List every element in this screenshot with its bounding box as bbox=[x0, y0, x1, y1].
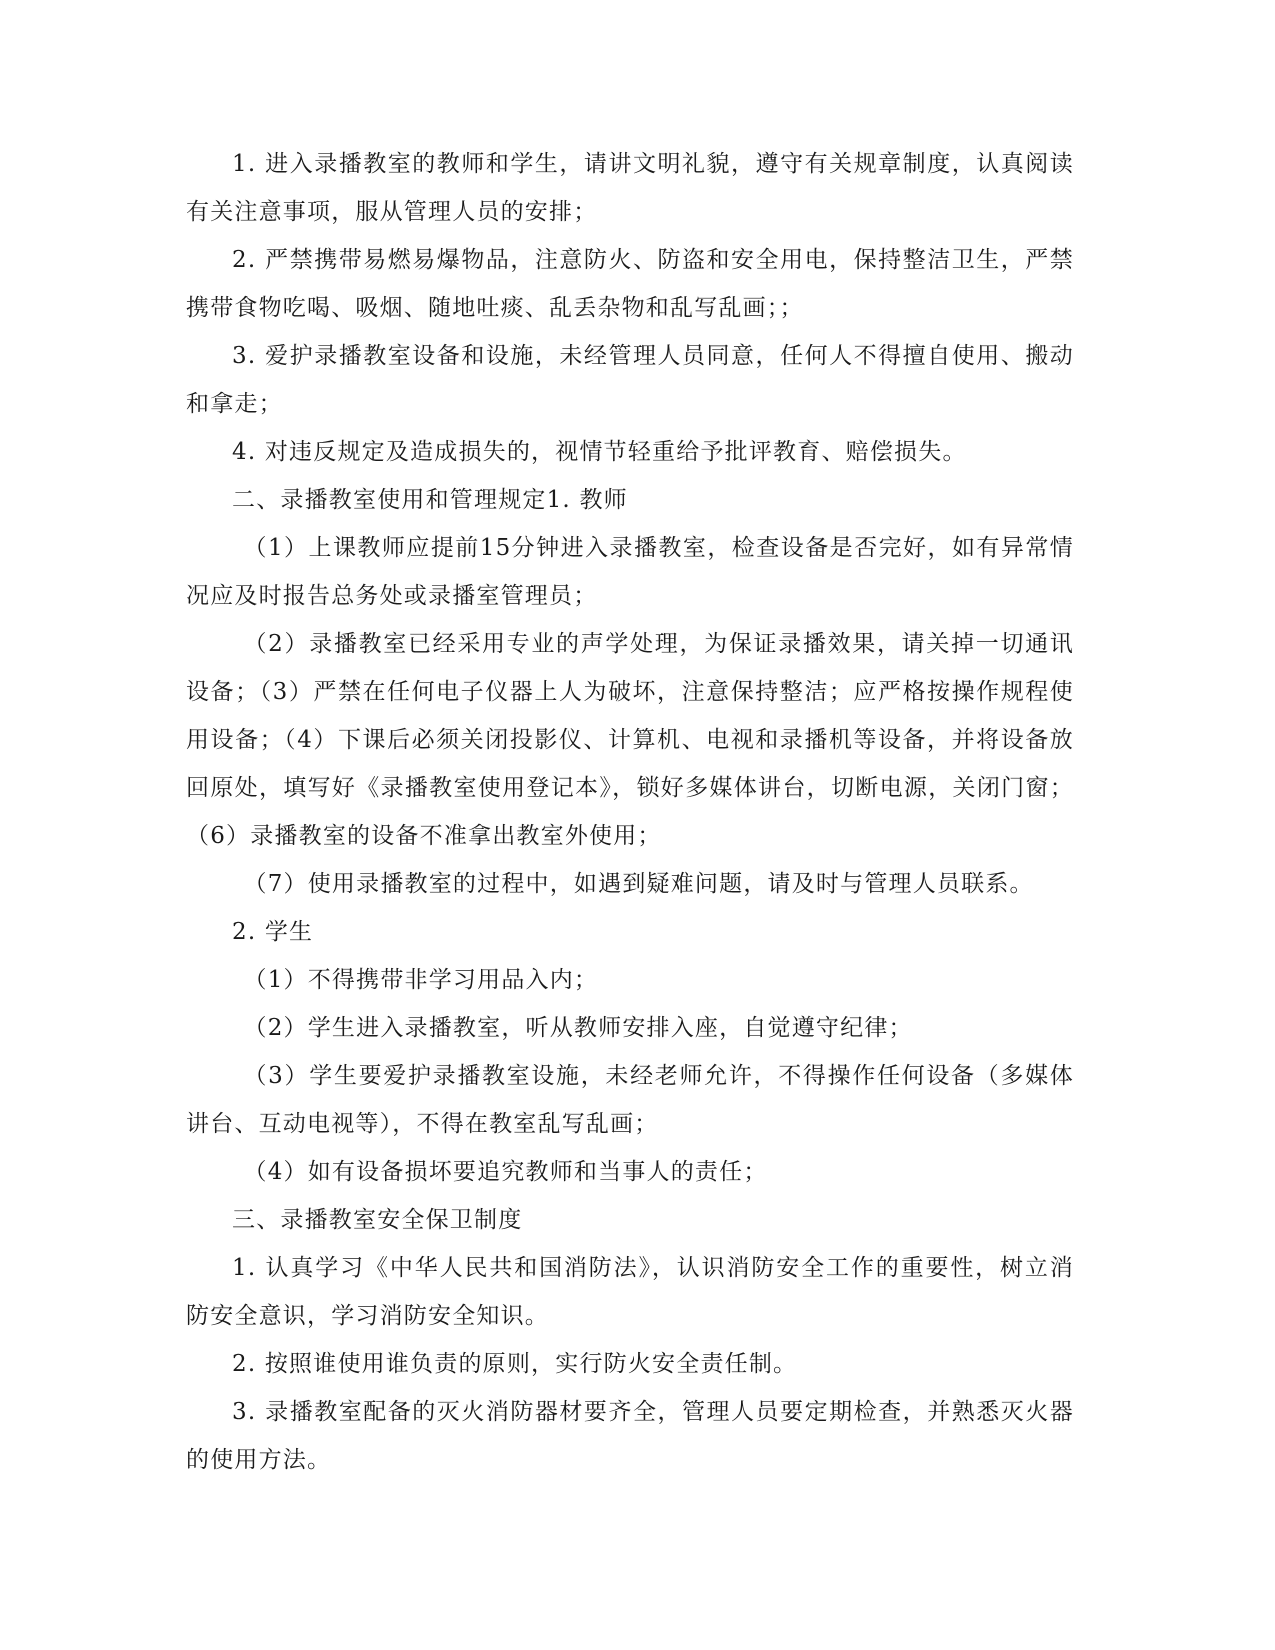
subsection-heading: 2. 学生 bbox=[232, 919, 314, 945]
rule-paragraph: （3）学生要爱护录播教室设施，未经老师允许，不得操作任何设备（多媒体讲台、互动电视等），不得在教室乱写乱画； bbox=[186, 1063, 1074, 1137]
rule-paragraph: 3. 爱护录播教室设备和设施，未经管理人员同意，任何人不得擅自使用、搬动和拿走； bbox=[186, 343, 1074, 417]
rule-paragraph: （1）不得携带非学习用品入内； bbox=[243, 967, 599, 993]
rule-paragraph: 2. 按照谁使用谁负责的原则，实行防火安全责任制。 bbox=[232, 1351, 798, 1377]
rule-paragraph: （1）上课教师应提前15分钟进入录播教室，检查设备是否完好，如有异常情况应及时报告总务处或录播室管理员； bbox=[186, 535, 1074, 609]
rule-paragraph: 1. 认真学习《中华人民共和国消防法》，认识消防安全工作的重要性，树立消防安全意识，学习消防安全知识。 bbox=[186, 1255, 1074, 1329]
section-heading: 三、录播教室安全保卫制度 bbox=[232, 1207, 523, 1233]
rule-paragraph: （7）使用录播教室的过程中，如遇到疑难问题，请及时与管理人员联系。 bbox=[243, 871, 1034, 897]
rule-paragraph: 1. 进入录播教室的教师和学生，请讲文明礼貌，遵守有关规章制度，认真阅读有关注意事项，服从管理人员的安排； bbox=[186, 151, 1074, 225]
rule-paragraph: （2）学生进入录播教室，听从教师安排入座，自觉遵守纪律； bbox=[243, 1015, 913, 1041]
section-heading: 二、录播教室使用和管理规定1. 教师 bbox=[232, 487, 628, 513]
rule-paragraph: 3. 录播教室配备的灭火消防器材要齐全，管理人员要定期检查，并熟悉灭火器的使用方法。 bbox=[186, 1399, 1074, 1473]
rule-paragraph: （4）如有设备损坏要追究教师和当事人的责任； bbox=[243, 1159, 768, 1185]
rule-paragraph: （2）录播教室已经采用专业的声学处理，为保证录播效果，请关掉一切通讯设备；（3）严禁在任何电子仪器上人为破坏，注意保持整洁；应严格按操作规程使用设备；（4）下课后必须关闭投影仪、计算机、电视和录播机等设备，并将设备放回原处，填写好《录播教室使用登记本》，锁好多媒体讲台，切断电源，关闭门窗；（6）录播教室的设备不准拿出教室外使用； bbox=[186, 631, 1074, 849]
document-body bbox=[186, 140, 1074, 1484]
rule-paragraph: 2. 严禁携带易燃易爆物品，注意防火、防盗和安全用电，保持整洁卫生，严禁携带食物吃喝、吸烟、随地吐痰、乱丢杂物和乱写乱画；； bbox=[186, 247, 1074, 321]
rule-paragraph: 4. 对违反规定及造成损失的，视情节轻重给予批评教育、赔偿损失。 bbox=[232, 439, 967, 465]
